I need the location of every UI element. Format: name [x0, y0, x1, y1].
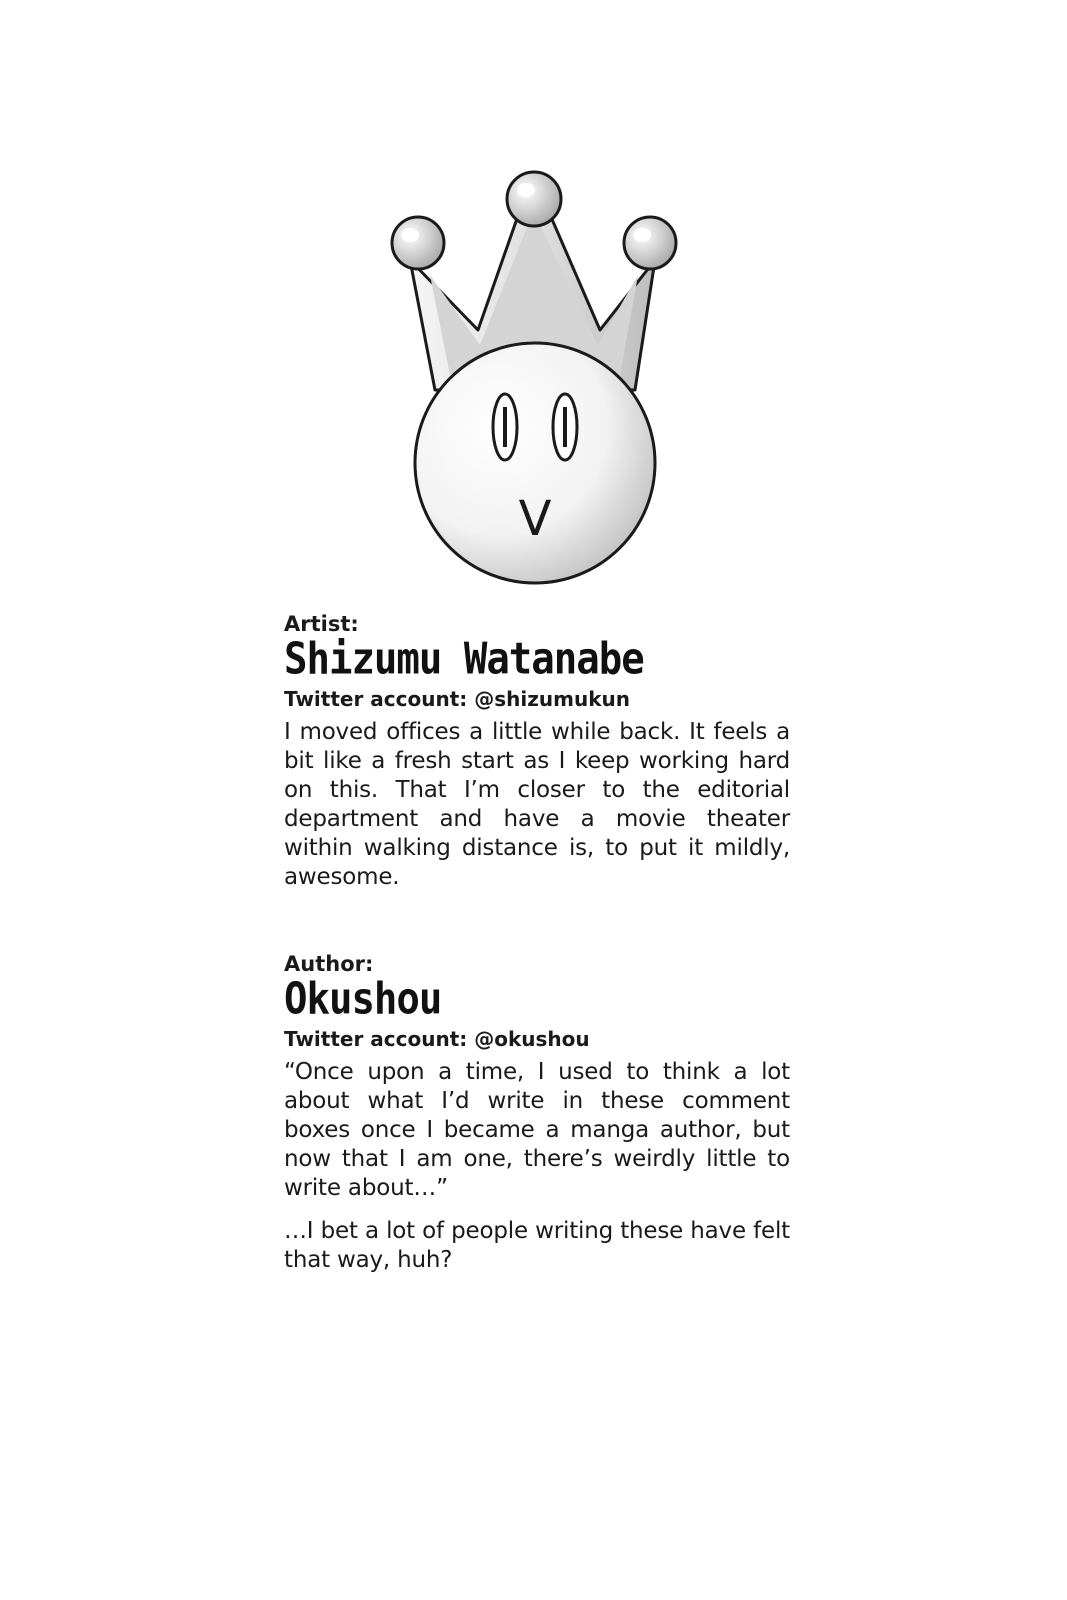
author-section — [284, 952, 790, 1275]
author-role-label: Author: — [284, 952, 374, 976]
mascot-mouth: V — [518, 491, 552, 547]
author-name: Okushou — [284, 974, 442, 1025]
artist-role-label: Artist: — [284, 612, 359, 636]
artist-section — [284, 612, 790, 892]
artist-name: Shizumu Watanabe — [284, 634, 644, 685]
author-comment-1: “Once upon a time, I used to think a lot about what I’d write in these comment boxes once I became a manga author, but now that I am one, there’s weirdly little to write about…” — [284, 1059, 790, 1201]
artist-comment: I moved offices a little while back. It feels a bit like a fresh start as I keep working hard on this. That I’m closer to the editorial department and have a movie theater within walking distance is, to put it mildly, awesome. — [284, 719, 790, 890]
author-comment-2: …I bet a lot of people writing these have felt that way, huh? — [284, 1218, 790, 1273]
mascot-face — [415, 343, 655, 583]
crowned-mascot-icon — [380, 165, 690, 590]
author-twitter: Twitter account: @okushou — [284, 1027, 590, 1051]
artist-twitter: Twitter account: @shizumukun — [284, 687, 630, 711]
